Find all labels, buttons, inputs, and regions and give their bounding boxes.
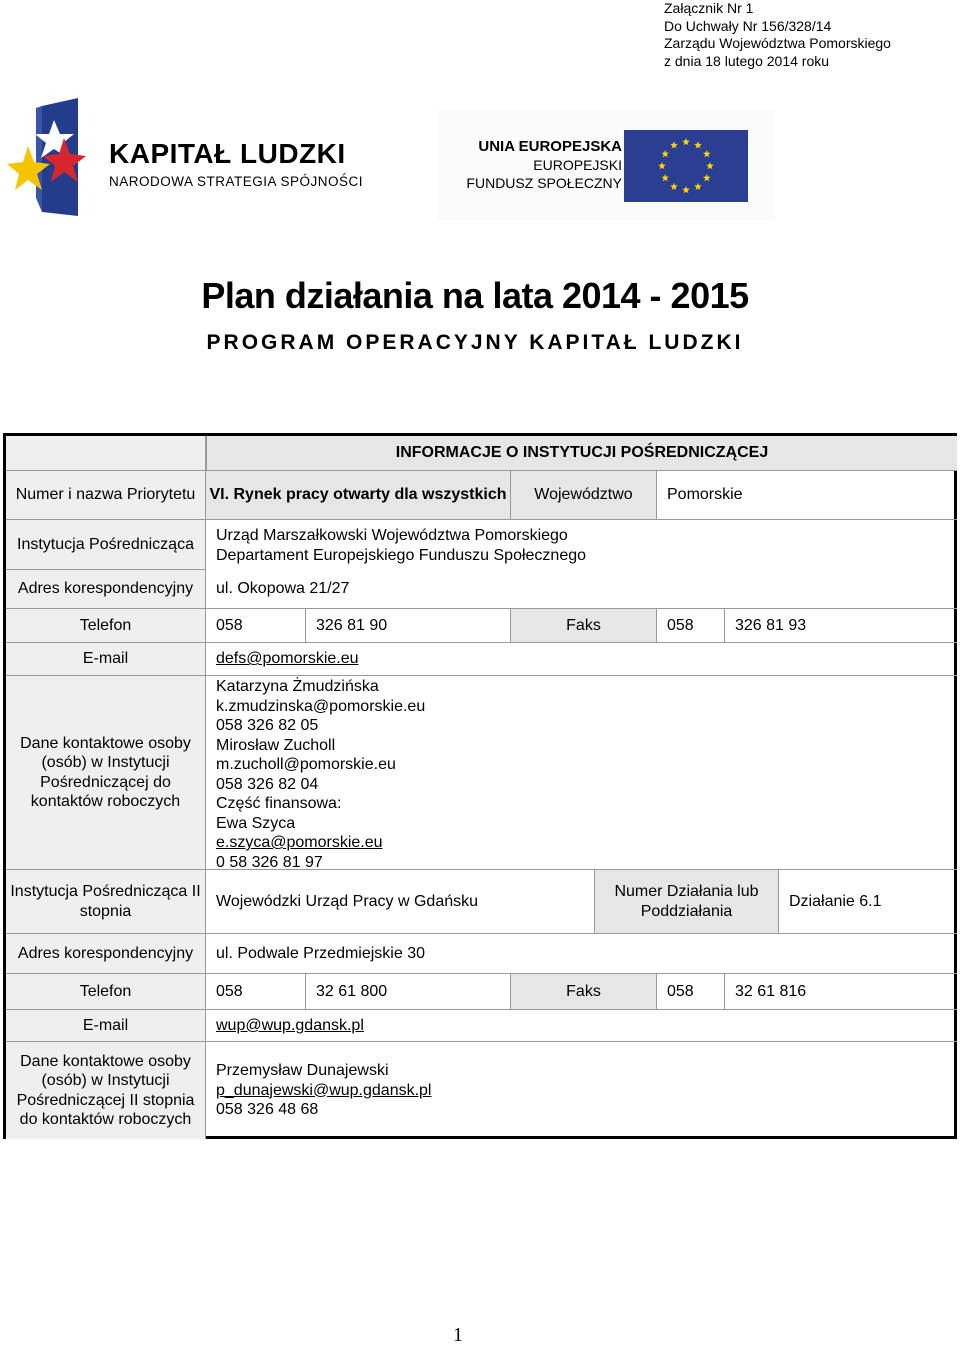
eu-star-icon [661,174,669,181]
eu-star-icon [694,141,702,148]
kl-subtitle: NARODOWA STRATEGIA SPÓJNOŚCI [109,174,364,189]
table-corner [6,436,206,471]
email2-link[interactable]: wup@wup.gdansk.pl [216,1016,364,1034]
annex-line-2: Do Uchwały Nr 156/328/14 [664,17,832,34]
phone2-number: 32 61 800 [306,974,511,1010]
eu-line-1: UNIA EUROPEJSKA [478,138,622,155]
eu-star-icon [670,141,678,148]
contact-name-3: Ewa Szyca [216,814,296,832]
email-link[interactable]: defs@pomorskie.eu [216,650,359,668]
contact-email-2[interactable]: m.zucholl@pomorskie.eu [216,756,396,773]
measure-value: Działanie 6.1 [779,870,957,934]
contact2-name: Przemysław Dunajewski [216,1062,389,1079]
eu-star-icon [706,162,714,169]
contact-phone-2: 058 326 82 04 [216,775,319,793]
kl-title: KAPITAŁ LUDZKI [109,138,346,169]
annex-line-4: z dnia 18 lutego 2014 roku [664,52,830,69]
institution-line-2: Departament Europejskiego Funduszu Społecznego [216,546,587,564]
phone-number: 326 81 90 [306,609,511,643]
annex-note [664,0,891,70]
eu-line-2: EUROPEJSKI [533,157,622,173]
contact-phone-1: 058 326 82 05 [216,717,319,734]
fax-prefix: 058 [657,609,725,643]
contacts-label: Dane kontaktowe osoby (osób) w Instytucji Pośredniczącej do kontaktów roboczych [6,676,206,870]
institution-label: Instytucja Pośrednicząca [6,520,206,570]
fax-number: 326 81 93 [725,609,957,643]
fax2-label: Faks [511,974,657,1010]
voivodeship-value: Pomorskie [657,471,957,520]
phone-prefix: 058 [206,609,306,643]
phone2-label: Telefon [6,974,206,1010]
contact2-phone: 058 326 48 68 [216,1101,319,1118]
annex-line-1: Załącznik Nr 1 [664,0,754,16]
contact-email-1[interactable]: k.zmudzinska@pomorskie.eu [216,697,426,715]
contact-email-3[interactable]: e.szyca@pomorskie.eu [216,834,383,851]
priority-label: Numer i nazwa Priorytetu [6,471,206,520]
email-cell [206,643,957,676]
contacts2-value [206,1042,957,1139]
page-subtitle: PROGRAM OPERACYJNY KAPITAŁ LUDZKI [206,331,744,354]
contact2-email[interactable]: p_dunajewski@wup.gdansk.pl [216,1081,432,1099]
email-label: E-mail [6,643,206,676]
contacts-value [206,676,957,870]
address2-value: ul. Podwale Przedmiejskie 30 [206,934,957,974]
measure-label: Numer Działania lub Poddziałania [595,870,779,934]
contacts2-label: Dane kontaktowe osoby (osób) w Instytucji Pośredniczącej II stopnia do kontaktów roboczych [6,1042,206,1139]
priority-value: VI. Rynek pracy otwarty dla wszystkich [206,471,511,520]
eu-star-icon [694,183,702,190]
institution-value [206,520,957,570]
eu-line-3: FUNDUSZ SPOŁECZNY [466,175,622,191]
fax2-number: 32 61 816 [725,974,957,1010]
annex-line-3: Zarządu Województwa Pomorskiego [664,35,891,51]
eu-logo [438,110,774,220]
address2-label: Adres korespondencyjny [6,934,206,974]
eu-star-icon [658,162,666,169]
contact-name-1: Katarzyna Żmudzińska [216,678,379,695]
fax2-prefix: 058 [657,974,725,1010]
contact-section-finance: Część finansowa: [216,795,342,812]
eu-star-icon [682,186,690,193]
address-value: ul. Okopowa 21/27 [206,570,957,609]
address-label: Adres korespondencyjny [6,570,206,609]
phone-label: Telefon [6,609,206,643]
eu-logo-text [466,138,622,192]
contact-name-2: Mirosław Zucholl [216,736,336,754]
ip2-label: Instytucja Pośrednicząca II stopnia [6,870,206,934]
page-number: 1 [453,1324,463,1346]
email2-label: E-mail [6,1010,206,1042]
phone2-prefix: 058 [206,974,306,1010]
eu-star-icon [703,150,711,157]
eu-star-icon [661,150,669,157]
kapital-ludzki-emblem-icon [6,98,106,220]
eu-flag-icon [624,130,748,202]
ip2-value: Wojewódzki Urząd Pracy w Gdańsku [206,870,595,934]
table-header: INFORMACJE O INSTYTUCJI POŚREDNICZĄCEJ [206,436,957,471]
eu-star-icon [703,174,711,181]
institution-info-table [3,433,957,1139]
voivodeship-label: Województwo [511,471,657,520]
eu-star-icon [670,183,678,190]
page-title: Plan działania na lata 2014 - 2015 [201,275,749,316]
eu-star-icon [682,138,690,145]
contact-phone-3: 0 58 326 81 97 [216,853,323,871]
institution-line-1: Urząd Marszałkowski Województwa Pomorskiego [216,527,568,544]
fax-label: Faks [511,609,657,643]
kapital-ludzki-logo [6,98,378,220]
email2-cell [206,1010,957,1042]
